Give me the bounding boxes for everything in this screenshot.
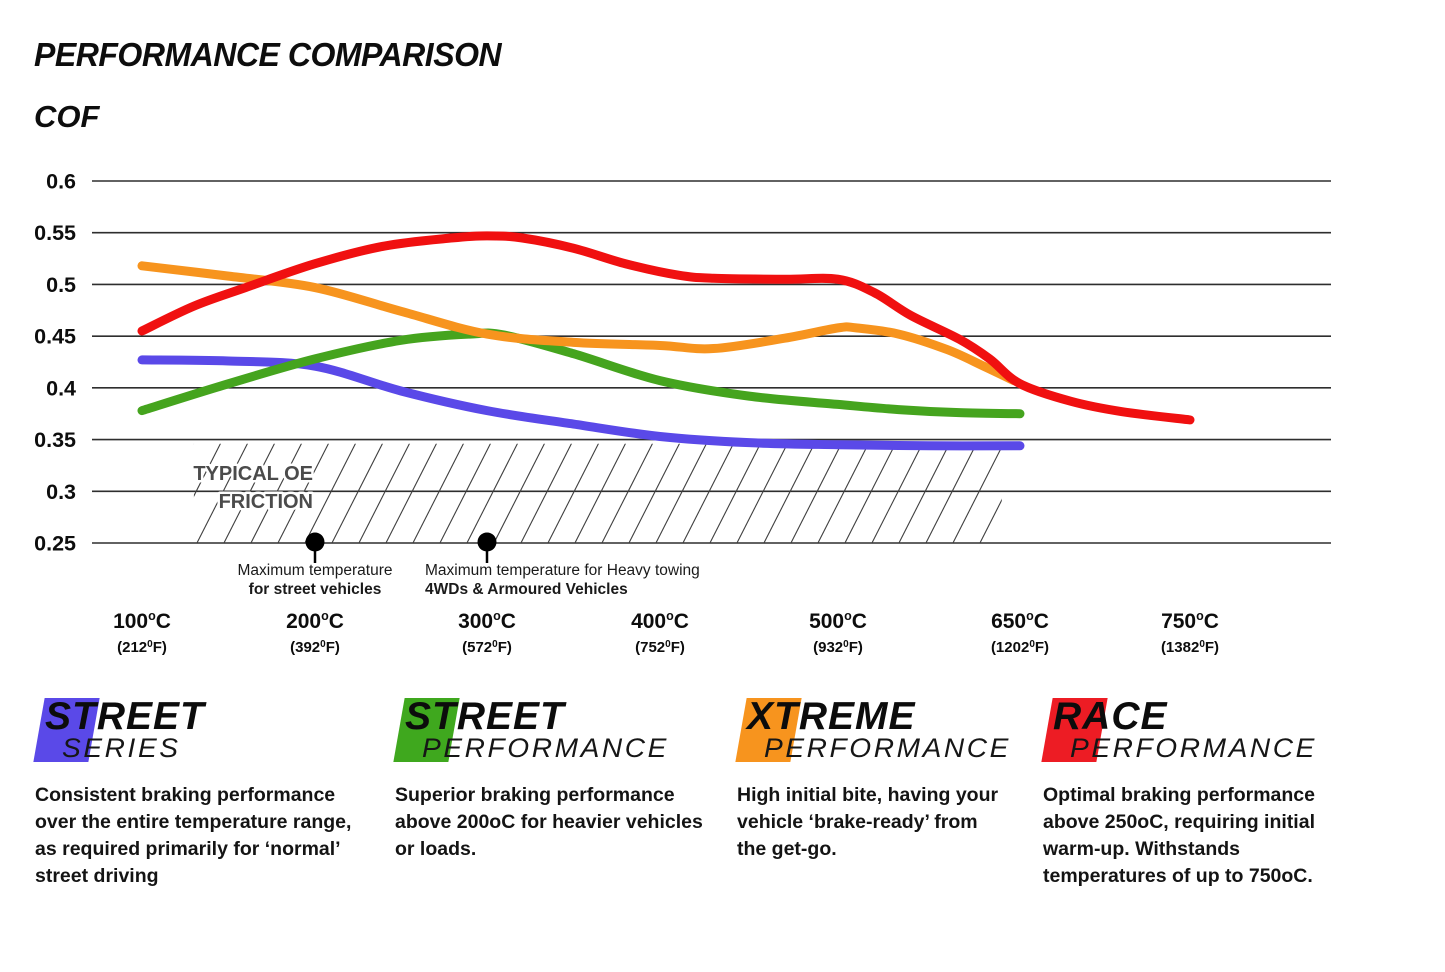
svg-text:500oC: 500$^o$C — [809, 609, 867, 633]
svg-text:TYPICAL OE: TYPICAL OE — [193, 463, 313, 485]
svg-text:200oC: 200$^o$C — [286, 609, 344, 633]
svg-text:for street vehicles: for street vehicles — [248, 581, 382, 598]
typical-oe-friction-label — [193, 463, 313, 513]
brand-name: STREET — [45, 695, 205, 738]
svg-text:0.5: 0.5 — [46, 272, 76, 297]
brand-name: RACE — [1053, 695, 1168, 738]
brand-sub-name: PERFORMANCE — [764, 733, 1012, 763]
svg-text:Maximum temperature: Maximum temperature — [237, 562, 393, 579]
legend-item-street-performance — [395, 697, 725, 863]
street-series-logo — [35, 697, 365, 773]
brand-description: Consistent braking performance over the entire temperature range, as required primarily for ‘normal’ street driving — [35, 784, 352, 887]
xtreme-performance-logo — [737, 697, 1027, 773]
y-axis-title: COF — [34, 99, 100, 134]
x-axis-labels — [113, 609, 1219, 656]
svg-text:400oC: 400$^o$C — [631, 609, 689, 633]
svg-text:(7520F): $(752^0F)$ — [635, 639, 685, 656]
svg-text:(2120F): $(212^0F)$ — [117, 639, 167, 656]
brand-name: XTREME — [747, 695, 916, 738]
svg-text:Maximum temperature for Heavy: Maximum temperature for Heavy towing — [425, 562, 700, 579]
chart-title: PERFORMANCE COMPARISON — [34, 36, 502, 73]
legend-item-xtreme-performance — [737, 697, 1027, 863]
svg-text:FRICTION: FRICTION — [218, 491, 313, 513]
svg-text:4WDs & Armoured Vehicles: 4WDs & Armoured Vehicles — [425, 581, 628, 598]
svg-text:(9320F): $(932^0F)$ — [813, 639, 863, 656]
svg-text:0.45: 0.45 — [34, 324, 76, 349]
svg-text:0.35: 0.35 — [34, 428, 76, 453]
svg-text:0.3: 0.3 — [46, 479, 76, 504]
y-axis-labels — [34, 170, 76, 556]
series-race-performance — [142, 236, 1190, 420]
brand-description: Optimal braking performance above 250oC, requiring initial warm-up. Withstands temperatures of up to 750oC. — [1043, 784, 1315, 887]
svg-text:0.55: 0.55 — [34, 221, 76, 246]
brand-description: Superior braking performance above 200oC for heavier vehicles or loads. — [395, 784, 703, 860]
svg-text:(13820F): (1382$^0$F) — [1160, 639, 1220, 656]
svg-text:(5720F): $(572^0F)$ — [462, 639, 512, 656]
svg-text:300oC: 300$^o$C — [458, 609, 516, 633]
svg-text:0.6: 0.6 — [46, 169, 76, 194]
svg-text:750oC: 750$^o$C — [1161, 609, 1219, 633]
brand-sub-name: PERFORMANCE — [422, 733, 670, 763]
brand-sub-name: PERFORMANCE — [1070, 733, 1318, 763]
svg-text:(12020F): (1202$^0$F) — [990, 639, 1050, 656]
svg-text:100oC: 100$^o$C — [113, 609, 171, 633]
svg-text:650oC: 650$^o$C — [991, 609, 1049, 633]
race-performance-logo — [1043, 697, 1373, 773]
svg-text:(3920F): $(392^0F)$ — [290, 639, 340, 656]
street-performance-logo — [395, 697, 725, 773]
svg-text:0.4: 0.4 — [46, 376, 76, 401]
brand-name: STREET — [405, 695, 565, 738]
brand-sub-name: SERIES — [62, 733, 181, 763]
svg-text:0.25: 0.25 — [34, 531, 76, 556]
legend-item-race-performance — [1043, 697, 1373, 890]
legend-item-street-series — [35, 697, 365, 890]
brand-description: High initial bite, having your vehicle ‘brake-ready’ from the get-go. — [737, 784, 999, 860]
